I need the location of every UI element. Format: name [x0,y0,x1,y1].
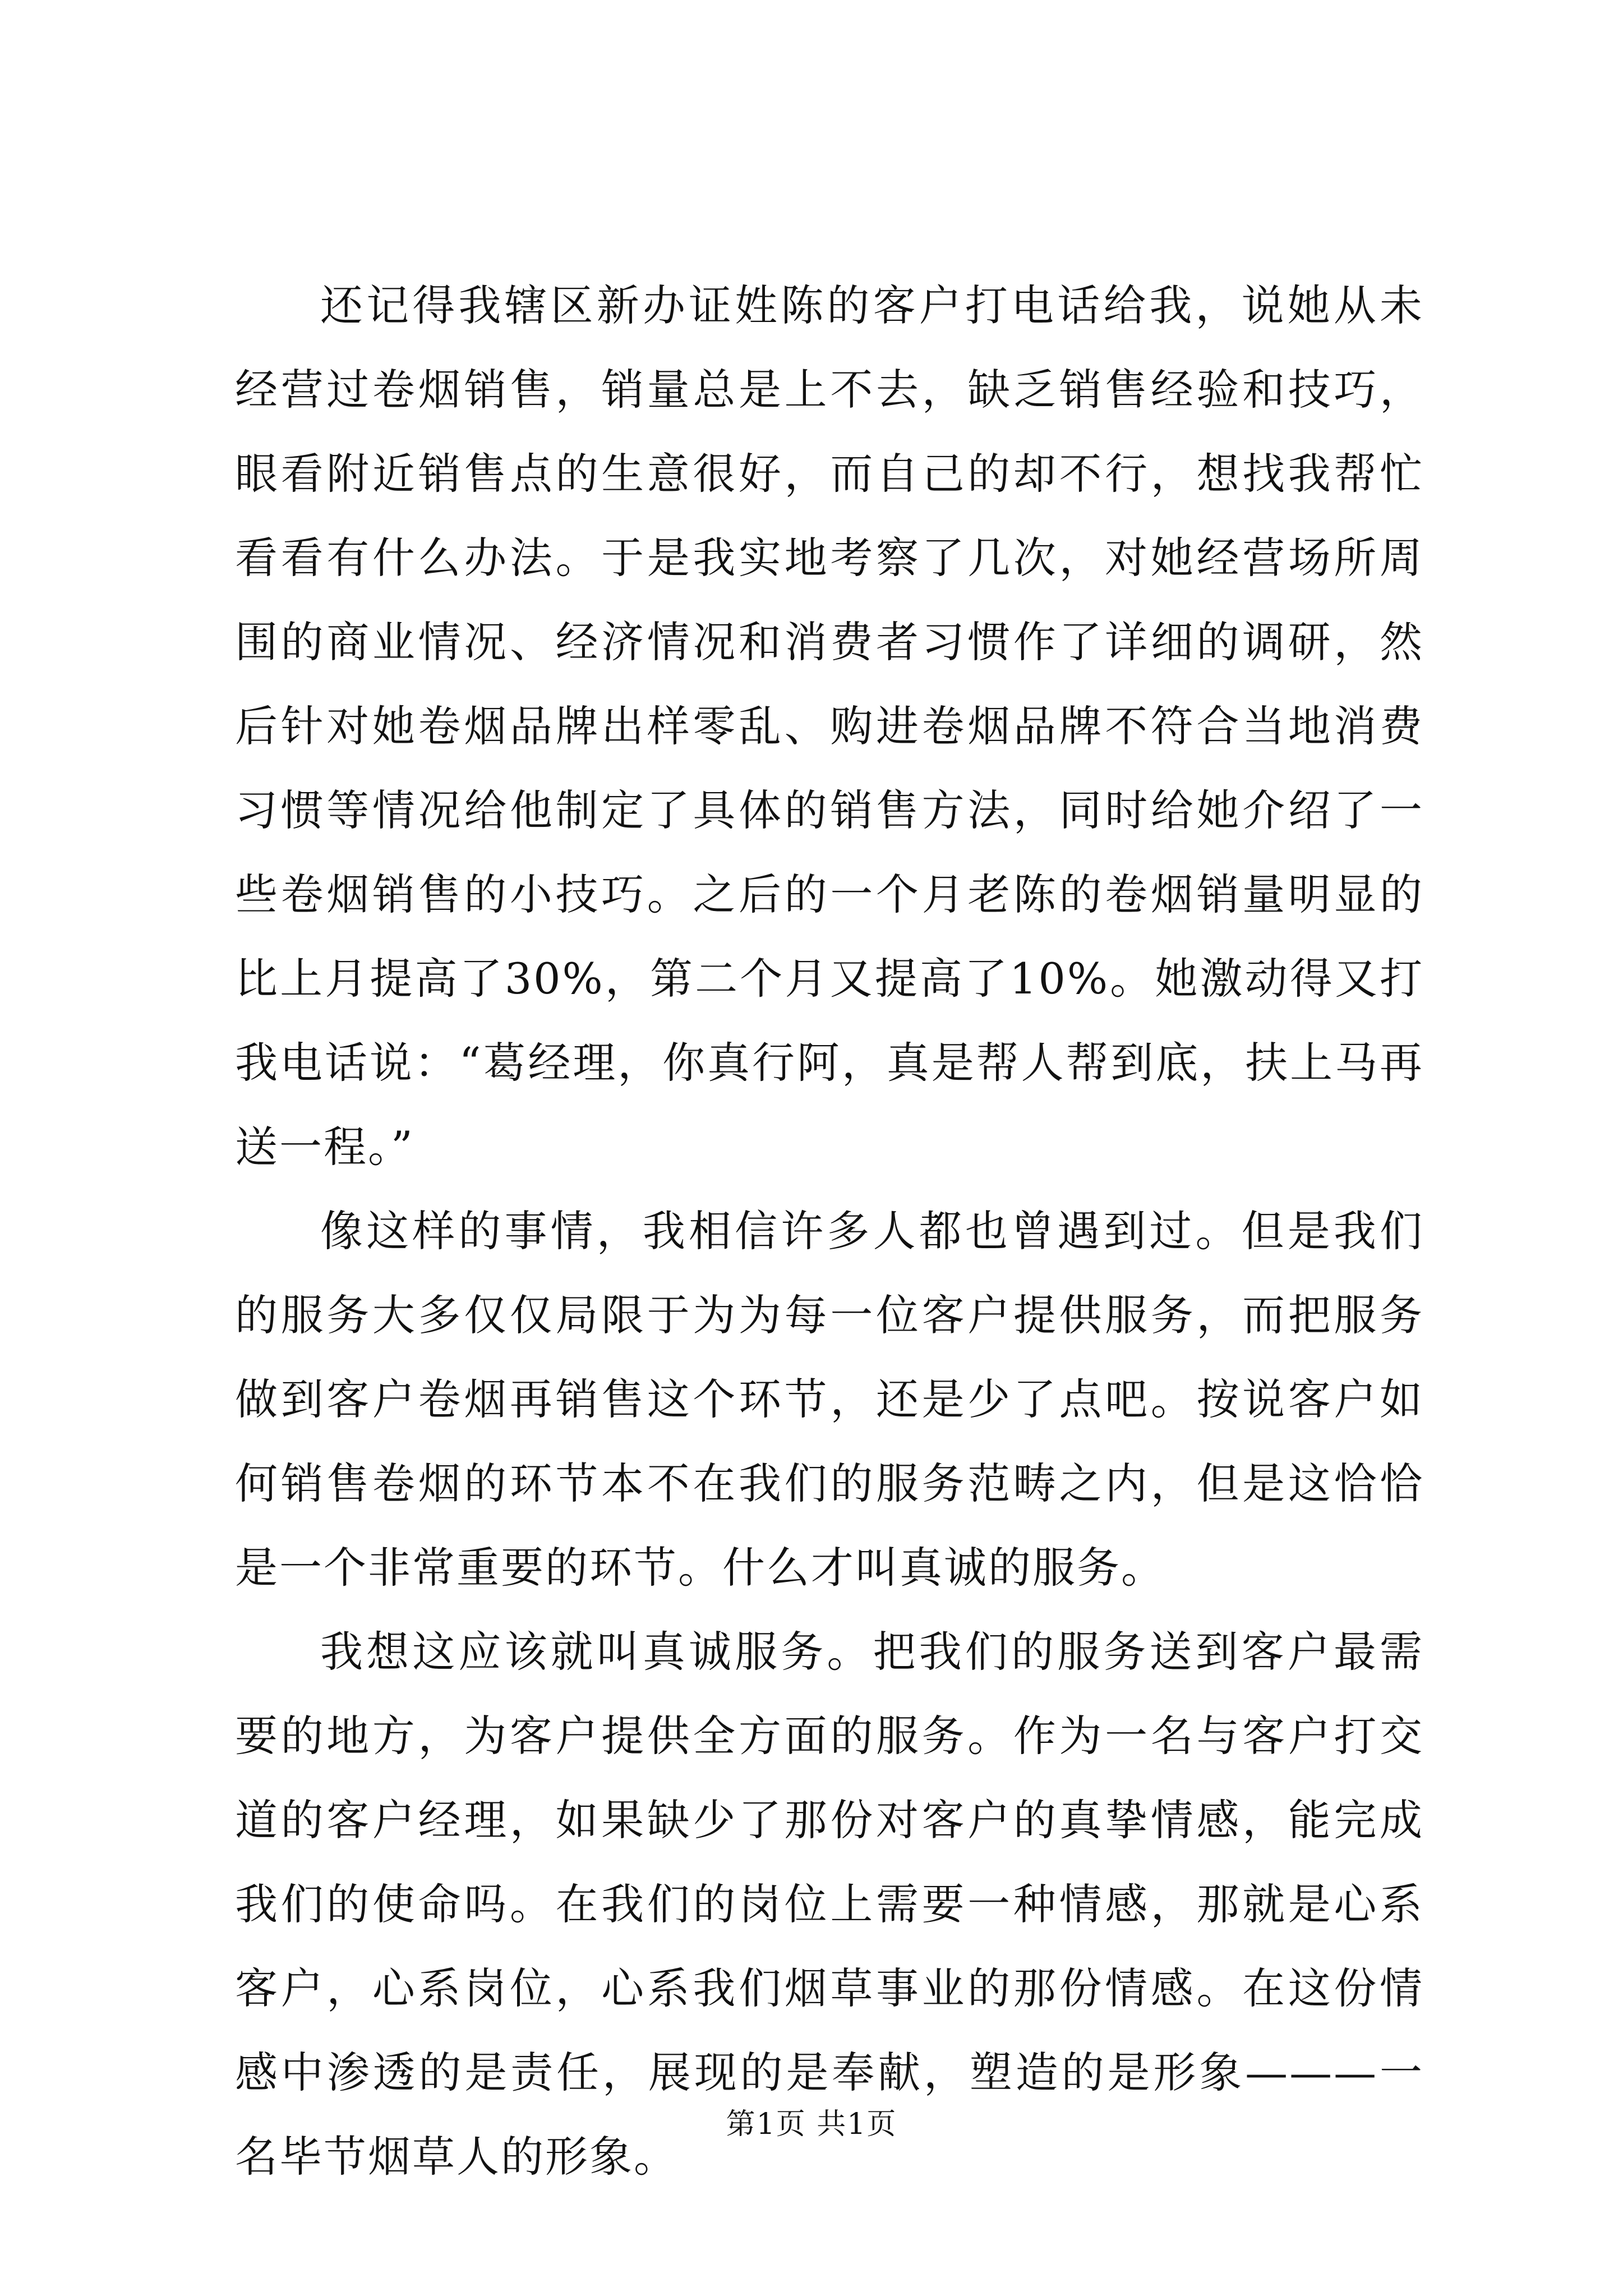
document-body [235,264,1424,2199]
page-footer: 第1页 共1页 [726,2108,897,2141]
paragraph-3: 我想这应该就叫真诚服务。把我们的服务送到客户最需要的地方，为客户提供全方面的服务。作为一名与客户打交道的客户经理，如果缺少了那份对客户的真挚情感，能完成我们的使命吗。在我们的岗位上需要一种情感，那就是心系客户，心系岗位，心系我们烟草事业的那份情感。在这份情感中渗透的是责任，展现的是奉献，塑造的是形象———一名毕节烟草人的形象。 [235,1627,1424,2182]
paragraph-1: 还记得我辖区新办证姓陈的客户打电话给我，说她从未经营过卷烟销售，销量总是上不去，缺乏销售经验和技巧，眼看附近销售点的生意很好，而自己的却不行，想找我帮忙看看有什么办法。于是我实地考察了几次，对她经营场所周围的商业情况、经济情况和消费者习惯作了详细的调研，然后针对她卷烟品牌出样零乱、购进卷烟品牌不符合当地消费习惯等情况给他制定了具体的销售方法，同时给她介绍了一些卷烟销售的小技巧。之后的一个月老陈的卷烟销量明显的比上月提高了30%，第二个月又提高了10%。她激动得又打我电话说：“葛经理，你真行阿，真是帮人帮到底，扶上马再送一程。” [235,280,1424,1172]
paragraph-2: 像这样的事情，我相信许多人都也曾遇到过。但是我们的服务大多仅仅局限于为为每一位客户提供服务，而把服务做到客户卷烟再销售这个环节，还是少了点吧。按说客户如何销售卷烟的环节本不在我们的服务范畴之内，但是这恰恰是一个非常重要的环节。什么才叫真诚的服务。 [235,1206,1424,1593]
